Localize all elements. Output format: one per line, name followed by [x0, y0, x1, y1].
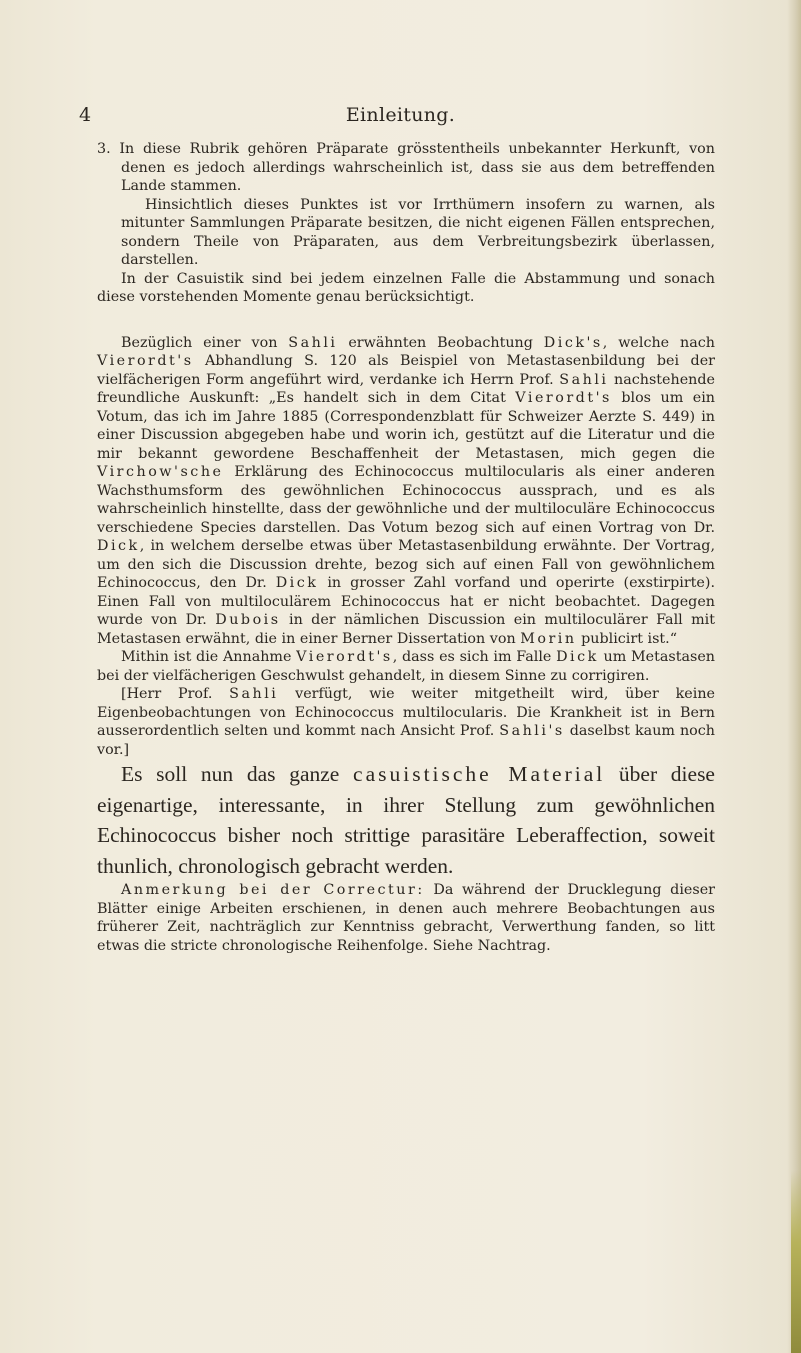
- author-name: Morin: [520, 630, 577, 647]
- author-name: Dick's: [543, 334, 603, 351]
- author-name: Dick: [97, 538, 140, 554]
- paragraph-point-3: 3. In diese Rubrik gehören Präparate grösstentheils unbekannter Herkunft, von denen es jedoch allerdings wahrscheinlich ist, dass sie aus dem betreffenden Lande stammen.: [97, 141, 715, 194]
- paragraph-casuistik: In der Casuistik sind bei jedem einzelnen Falle die Abstammung und sonach diese vorstehenden Momente genau berücksichtigt.: [97, 270, 715, 305]
- paragraph-bracket-note: [Herr Prof. Sahli verfügt, wie weiter mitgetheilt wird, über keine Eigenbeobachtungen von Echinococcus multilocularis. Die Krankheit ist in Bern ausserordentlich selten und kommt nach Ansicht Prof. Sahli's daselbst kaum noch vor.]: [97, 686, 715, 758]
- author-name: Sahli's: [499, 723, 565, 739]
- author-name: Virchow'sche: [97, 464, 224, 480]
- author-name: Sahli: [288, 334, 338, 351]
- body-text: [97, 140, 715, 955]
- note-label: Anmerkung bei der Correctur:: [121, 882, 425, 898]
- paragraph-sahli-note: Bezüglich einer von Sahli erwähnten Beobachtung Dick's, welche nach Vierordt's Abhandlung S. 120 als Beispiel von Metastasenbildung bei der vielfächerigen Form angeführt wird, verdanke ich Herrn Prof. Sahli nachstehende freundliche Auskunft: „Es handelt sich in dem Citat Vierordt's blos um ein Votum, das ich im Jahre 1885 (Correspondenzblatt für Schweizer Aerzte S. 449) in einer Discussion abgegeben habe und worin ich, gestützt auf die Literatur und die mir bekannt gewordene Beschaffenheit der Metastasen, mich gegen die Virchow'sche Erklärung des Echinococcus multilocularis als einer anderen Wachsthumsform des gewöhnlichen Echinococcus aussprach, und es als wahrscheinlich hinstellte, dass der gewöhnliche und der multiloculäre Echinococcus verschiedene Species darstellen. Das Votum bezog sich auf einen Vortrag von Dr. Dick, in welchem derselbe etwas über Metastasenbildung erwähnte. Der Vortrag, um den sich die Discussion drehte, bezog sich auf einen Fall von gewöhnlichem Echinococcus, den Dr. Dick in grosser Zahl vorfand und operirte (exstirpirte). Einen Fall von multiloculärem Echinococcus hat er nicht beobachtet. Dagegen wurde von Dr. Dubois in der nämlichen Discussion ein multiloculärer Fall mit Metastasen erwähnt, die in einer Berner Dissertation von Morin publicirt ist.“: [97, 334, 715, 647]
- emphasis-text: casuistische Material: [353, 762, 606, 786]
- paragraph-correction-note: Anmerkung bei der Correctur: Da während der Drucklegung dieser Blätter einige Arbeiten erschienen, in denen auch mehrere Beobachtungen aus früherer Zeit, nachträglich zur Kenntniss gebracht, Verwerthung fanden, so litt etwas die stricte chronologische Reihenfolge. Siehe Nachtrag.: [97, 882, 715, 954]
- author-name: Vierordt's: [515, 390, 612, 406]
- author-name: Dick: [275, 575, 319, 591]
- page-edge-shadow: [787, 0, 801, 1353]
- page-header: [0, 104, 801, 130]
- author-name: Dick: [556, 649, 599, 665]
- paragraph-main-statement: Es soll nun das ganze casuistische Material über diese eigenartige, interessante, in ihrer Stellung zum gewöhnlichen Echinococcus bisher noch strittige parasitäre Leberaffection, soweit thunlich, chronologisch gebracht werden.: [97, 762, 715, 878]
- author-name: Sahli: [559, 371, 609, 388]
- page-edge-stain: [791, 1170, 801, 1353]
- page-number: 4: [79, 104, 92, 126]
- author-name: Sahli: [229, 686, 279, 702]
- author-name: Vierordt's: [296, 649, 393, 665]
- paragraph-gap: [97, 307, 715, 334]
- author-name: Vierordt's: [97, 353, 194, 369]
- paragraph-warning: Hinsichtlich dieses Punktes ist vor Irrthümern insofern zu warnen, als mitunter Sammlungen Präparate besitzen, die nicht eigenen Fällen entsprechen, sondern Theile von Präparaten, aus dem Verbreitungsbezirk überlassen, darstellen.: [121, 196, 715, 268]
- author-name: Dubois: [215, 612, 281, 628]
- paragraph-conclusion: Mithin ist die Annahme Vierordt's, dass es sich im Falle Dick um Metastasen bei der vielfächerigen Geschwulst gehandelt, in diesem Sinne zu corrigiren.: [97, 649, 716, 684]
- running-head: Einleitung.: [345, 104, 456, 126]
